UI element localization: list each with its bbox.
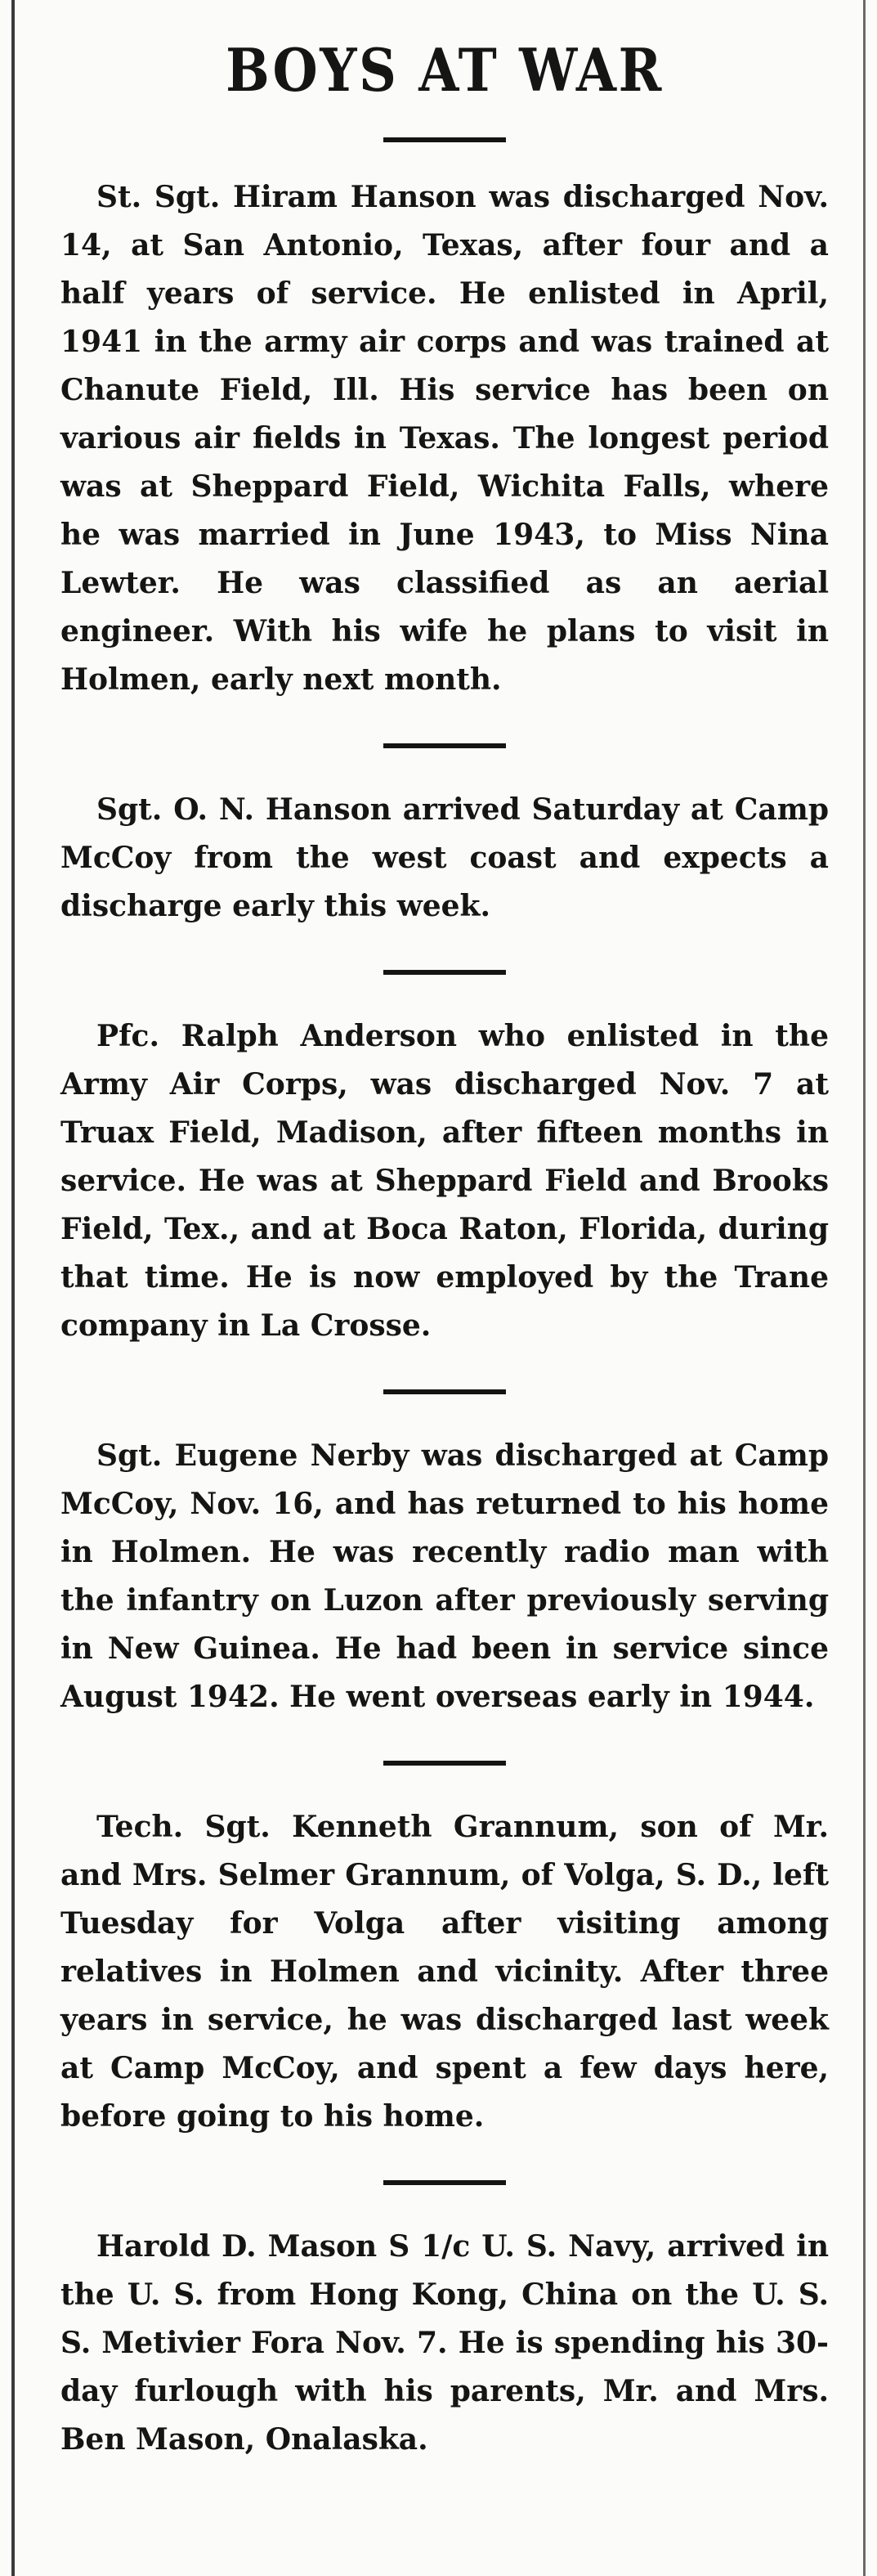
news-item-ralph-anderson: Pfc. Ralph Anderson who enlisted in the Army Air Corps, was discharged Nov. 7 at Truax Field, Madison, after fifteen months in service. He was at Sheppard Field and Brooks Field, Tex., and at Boca Raton, Florida, during that time. He is now employed by the Trane company in La Crosse. [60, 1019, 829, 1343]
divider [383, 970, 506, 975]
news-item-harold-mason: Harold D. Mason S 1/c U. S. Navy, arrived in the U. S. from Hong Kong, China on the U. S. S. Metivier Fora Nov. 7. He is spending his 30-day furlough with his parents, Mr. and Mrs. Ben Mason, Onalaska. [60, 2229, 829, 2457]
news-item-hiram-hanson: St. Sgt. Hiram Hanson was discharged Nov. 14, at San Antonio, Texas, after four and a half years of service. He enlisted in April, 1941 in the army air corps and was trained at Chanute Field, Ill. His service has been on various air fields in Texas. The longest period was at Sheppard Field, Wichita Falls, where he was married in June 1943, to Miss Nina Lewter. He was classified as an aerial engineer. With his wife he plans to visit in Holmen, early next month. [60, 180, 829, 697]
news-item-kenneth-grannum: Tech. Sgt. Kenneth Grannum, son of Mr. and Mrs. Selmer Grannum, of Volga, S. D., left Tuesday for Volga after visiting among relatives in Holmen and vicinity. After three years in service, he was discharged last week at Camp McCoy, and spent a few days here, before going to his home. [60, 1810, 829, 2134]
news-item-on-hanson: Sgt. O. N. Hanson arrived Saturday at Camp McCoy from the west coast and expects a discharge early this week. [60, 792, 829, 923]
news-item-eugene-nerby: Sgt. Eugene Nerby was discharged at Camp McCoy, Nov. 16, and has returned to his home in Holmen. He was recently radio man with the infantry on Luzon after previously serving in New Guinea. He had been in service since August 1942. He went overseas early in 1944. [60, 1438, 829, 1714]
divider [383, 137, 506, 142]
divider [383, 1761, 506, 1766]
column-rule-left [11, 0, 15, 2576]
divider [383, 2180, 506, 2185]
news-column [60, 33, 829, 2464]
headline: BOYS AT WAR [226, 35, 664, 105]
divider [383, 743, 506, 748]
divider [383, 1389, 506, 1394]
column-rule-right [863, 0, 866, 2576]
